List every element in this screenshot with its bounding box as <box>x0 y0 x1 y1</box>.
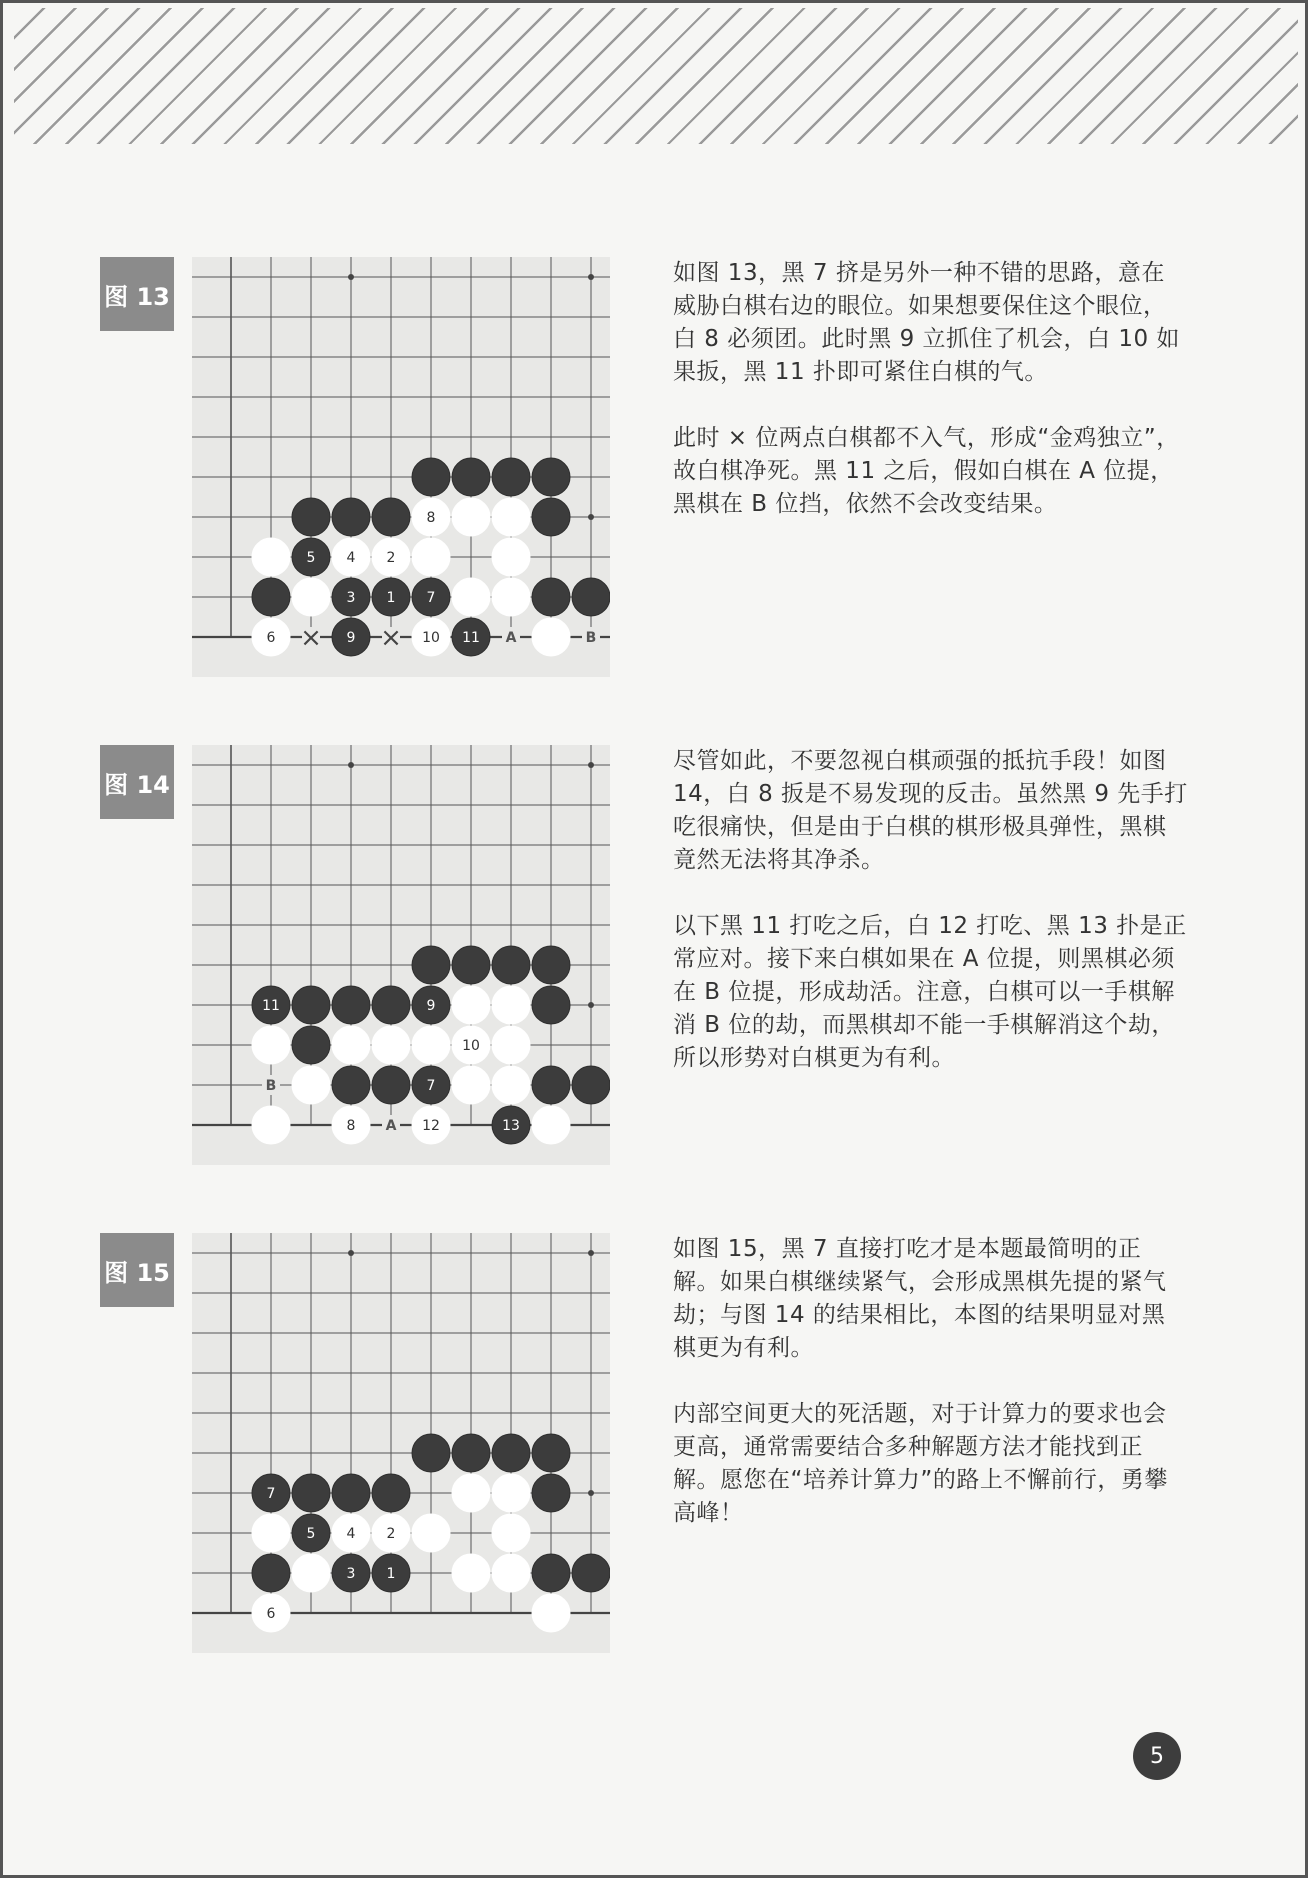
white-stone <box>452 498 490 536</box>
commentary-paragraph: 此时 × 位两点白棋都不入气，形成“金鸡独立”，故白棋净死。黑 11 之后，假如白棋在 A 位提，黑棋在 B 位挡，依然不会改变结果。 <box>673 425 1180 517</box>
black-stone <box>332 986 370 1024</box>
white-stone <box>492 986 530 1024</box>
go-board-diagram <box>192 1233 610 1653</box>
move-number: 7 <box>266 1486 276 1502</box>
figure-13-label: 图 13 <box>100 257 174 331</box>
white-stone <box>492 1474 530 1512</box>
point-label: B <box>265 1078 277 1094</box>
move-number: 4 <box>346 1526 356 1542</box>
move-number: 7 <box>426 590 436 606</box>
white-stone <box>412 1026 450 1064</box>
black-stone <box>292 1474 330 1512</box>
black-stone <box>252 1554 290 1592</box>
commentary-paragraph: 以下黑 11 打吃之后，白 12 打吃、黑 13 扑是正常应对。接下来白棋如果在 A 位提，则黑棋必须在 B 位提，形成劫活。注意，白棋可以一手棋解消 B 位的劫，而黑棋却不能一手棋解消这个劫，所以形势对白棋更为有利。 <box>673 913 1187 1071</box>
black-stone <box>292 498 330 536</box>
figure-14-commentary <box>673 745 1188 1108</box>
move-number: 7 <box>426 1078 436 1094</box>
white-stone <box>492 1066 530 1104</box>
move-number: 3 <box>346 590 356 606</box>
white-stone <box>252 1026 290 1064</box>
point-label: × <box>380 623 402 653</box>
black-stone <box>292 986 330 1024</box>
white-stone <box>452 1554 490 1592</box>
point-label: B <box>585 630 597 646</box>
black-stone <box>572 578 610 616</box>
white-stone <box>292 1554 330 1592</box>
star-point <box>348 274 354 280</box>
black-stone <box>372 1066 410 1104</box>
star-point <box>588 274 594 280</box>
move-number: 10 <box>462 1038 480 1054</box>
white-stone <box>372 1026 410 1064</box>
commentary-paragraph: 如图 13，黑 7 挤是另外一种不错的思路，意在威胁白棋右边的眼位。如果想要保住这个眼位，白 8 必须团。此时黑 9 立抓住了机会，白 10 如果扳，黑 11 扑即可紧住白棋的气。 <box>673 260 1180 385</box>
black-stone <box>412 458 450 496</box>
point-label: × <box>300 623 322 653</box>
white-stone <box>532 1106 570 1144</box>
move-number: 2 <box>386 1526 396 1542</box>
black-stone <box>532 498 570 536</box>
figure-15-board <box>192 1233 610 1653</box>
figure-13-board <box>192 257 610 677</box>
white-stone <box>492 1554 530 1592</box>
move-number: 11 <box>262 998 280 1014</box>
commentary-paragraph: 内部空间更大的死活题，对于计算力的要求也会更高，通常需要结合多种解题方法才能找到正解。愿您在“培养计算力”的路上不懈前行，勇攀高峰！ <box>673 1401 1168 1526</box>
black-stone <box>452 458 490 496</box>
point-label: A <box>505 630 517 646</box>
black-stone <box>292 1026 330 1064</box>
white-stone <box>452 1066 490 1104</box>
move-number: 6 <box>266 630 276 646</box>
black-stone <box>372 1474 410 1512</box>
white-stone <box>252 1514 290 1552</box>
hatched-header-band <box>14 8 1298 144</box>
black-stone <box>452 946 490 984</box>
white-stone <box>452 986 490 1024</box>
black-stone <box>492 1434 530 1472</box>
commentary-paragraph: 如图 15，黑 7 直接打吃才是本题最简明的正解。如果白棋继续紧气，会形成黑棋先提的紧气劫；与图 14 的结果相比，本图的结果明显对黑棋更为有利。 <box>673 1236 1167 1361</box>
white-stone <box>452 1474 490 1512</box>
black-stone <box>372 498 410 536</box>
star-point <box>588 762 594 768</box>
black-stone <box>532 1066 570 1104</box>
point-label: A <box>385 1118 397 1134</box>
page-number-badge: 5 <box>1133 1732 1181 1780</box>
move-number: 1 <box>386 590 396 606</box>
white-stone <box>332 1026 370 1064</box>
black-stone <box>492 946 530 984</box>
black-stone <box>532 1474 570 1512</box>
black-stone <box>532 1434 570 1472</box>
black-stone <box>532 458 570 496</box>
move-number: 13 <box>502 1118 520 1134</box>
move-number: 10 <box>422 630 440 646</box>
black-stone <box>332 498 370 536</box>
move-number: 4 <box>346 550 356 566</box>
move-number: 12 <box>422 1118 440 1134</box>
move-number: 2 <box>386 550 396 566</box>
move-number: 8 <box>346 1118 356 1134</box>
white-stone <box>492 1514 530 1552</box>
move-number: 9 <box>346 630 356 646</box>
black-stone <box>532 578 570 616</box>
star-point <box>588 514 594 520</box>
star-point <box>348 1250 354 1256</box>
figure-15-commentary <box>673 1233 1188 1563</box>
black-stone <box>572 1066 610 1104</box>
black-stone <box>372 986 410 1024</box>
white-stone <box>412 538 450 576</box>
move-number: 9 <box>426 998 436 1014</box>
black-stone <box>412 946 450 984</box>
figure-13-section <box>100 257 1190 677</box>
figure-13-commentary <box>673 257 1188 554</box>
figure-14-board <box>192 745 610 1165</box>
black-stone <box>532 1554 570 1592</box>
black-stone <box>572 1554 610 1592</box>
white-stone <box>532 618 570 656</box>
star-point <box>588 1250 594 1256</box>
white-stone <box>252 1106 290 1144</box>
white-stone <box>292 1066 330 1104</box>
move-number: 6 <box>266 1606 276 1622</box>
white-stone <box>532 1594 570 1632</box>
move-number: 1 <box>386 1566 396 1582</box>
white-stone <box>452 578 490 616</box>
white-stone <box>492 498 530 536</box>
black-stone <box>252 578 290 616</box>
go-board-diagram <box>192 745 610 1165</box>
go-board-diagram <box>192 257 610 677</box>
white-stone <box>492 578 530 616</box>
white-stone <box>492 538 530 576</box>
commentary-paragraph: 尽管如此，不要忽视白棋顽强的抵抗手段！如图 14，白 8 扳是不易发现的反击。虽然黑 9 先手打吃很痛快，但是由于白棋的棋形极具弹性，黑棋竟然无法将其净杀。 <box>673 748 1188 873</box>
black-stone <box>532 986 570 1024</box>
star-point <box>588 1002 594 1008</box>
black-stone <box>412 1434 450 1472</box>
white-stone <box>252 538 290 576</box>
move-number: 5 <box>306 1526 316 1542</box>
move-number: 3 <box>346 1566 356 1582</box>
white-stone <box>292 578 330 616</box>
figure-15-section <box>100 1233 1190 1653</box>
white-stone <box>412 1514 450 1552</box>
move-number: 5 <box>306 550 316 566</box>
black-stone <box>332 1474 370 1512</box>
figure-14-label: 图 14 <box>100 745 174 819</box>
figure-14-section <box>100 745 1190 1165</box>
black-stone <box>532 946 570 984</box>
black-stone <box>492 458 530 496</box>
move-number: 8 <box>426 510 436 526</box>
black-stone <box>332 1066 370 1104</box>
star-point <box>348 762 354 768</box>
move-number: 11 <box>462 630 480 646</box>
white-stone <box>492 1026 530 1064</box>
black-stone <box>452 1434 490 1472</box>
figure-15-label: 图 15 <box>100 1233 174 1307</box>
star-point <box>588 1490 594 1496</box>
